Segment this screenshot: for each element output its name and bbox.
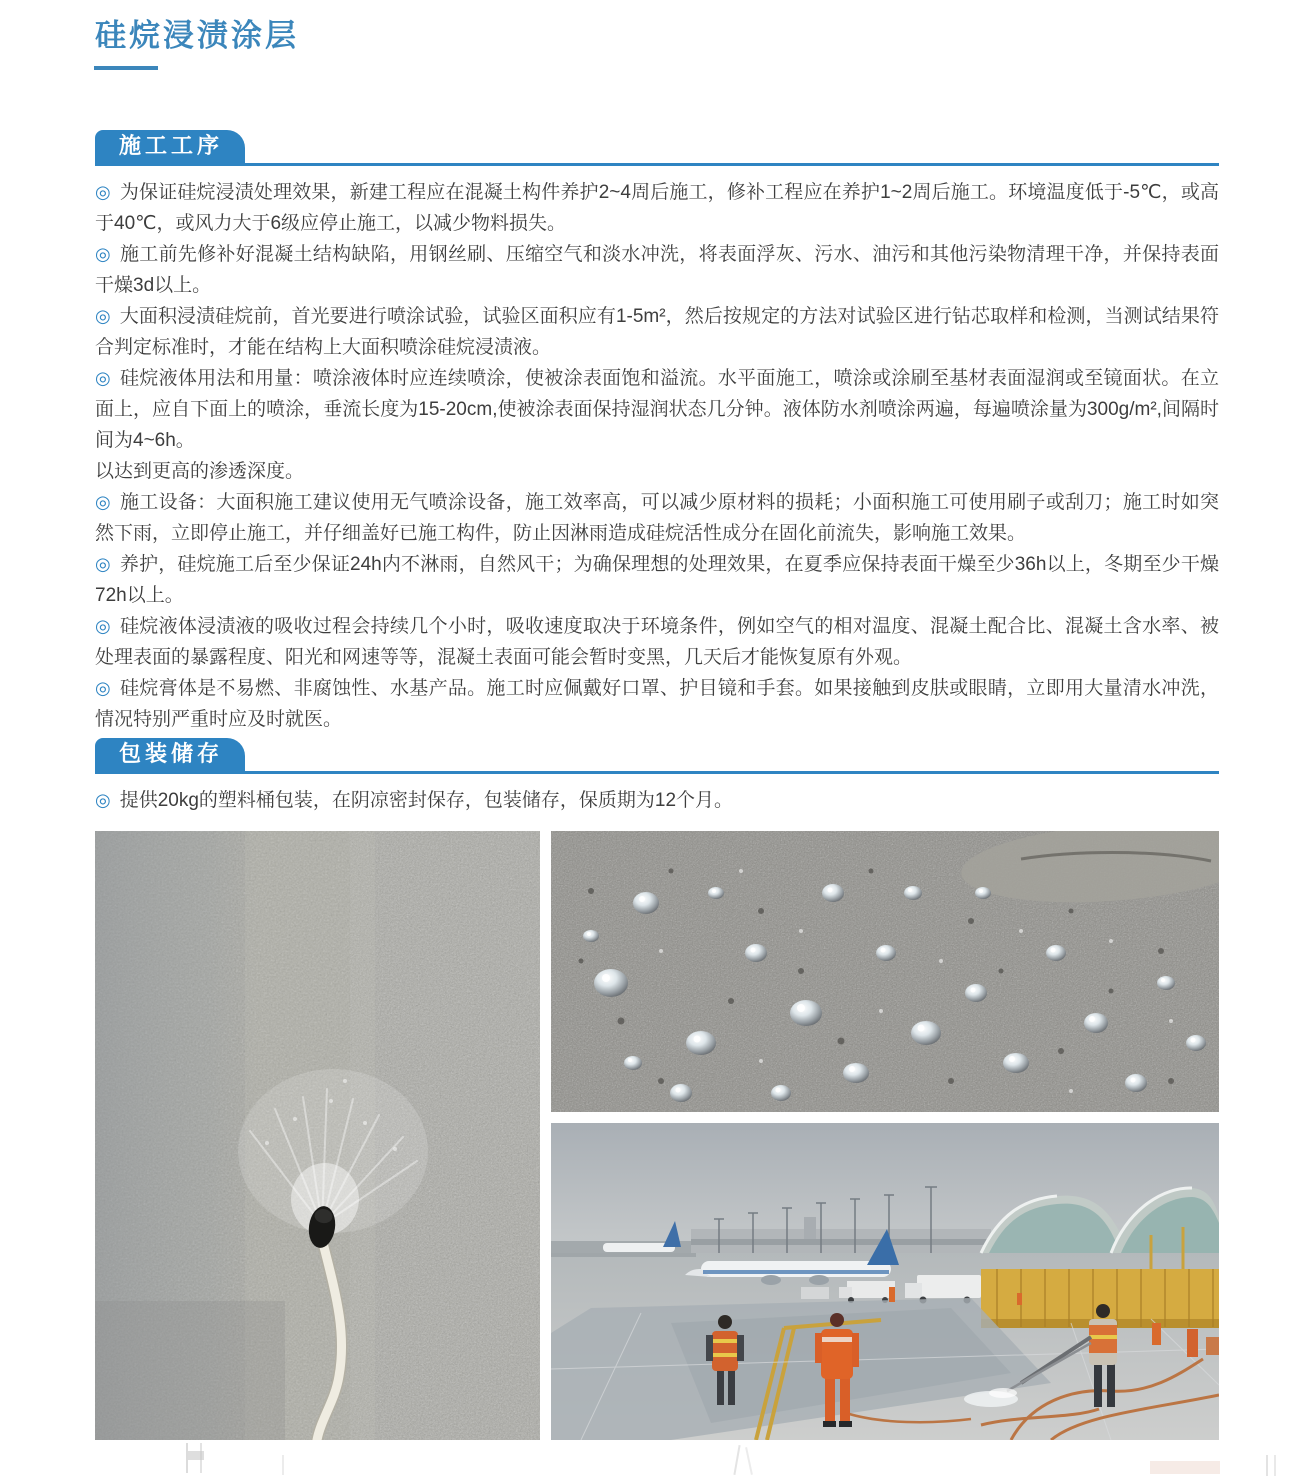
list-item xyxy=(95,785,1219,816)
page-bottom-ghosting xyxy=(0,1441,1290,1476)
photo-grid xyxy=(95,831,1219,1440)
control-tower xyxy=(804,1217,816,1239)
bullet-icon: ◎ xyxy=(95,554,111,574)
airport-apron-silane-application-photo xyxy=(551,1123,1219,1440)
list-item-text: 以达到更高的渗透深度。 xyxy=(95,461,305,482)
list-item-text: 施工设备：大面积施工建议使用无气喷涂设备，施工效率高，可以减少原材料的损耗；小面积施工可使用刷子或刮刀；施工时如突然下雨，立即停止施工，并仔细盖好已施工构件，防止因淋雨造成硅烷活性成分在固化前流失，影响施工效果。 xyxy=(95,492,1219,544)
list-item-text: 施工前先修补好混凝土结构缺陷，用钢丝刷、压缩空气和淡水冲洗，将表面浮灰、污水、油污和其他污染物清理干净，并保持表面干燥3d以上。 xyxy=(95,244,1219,296)
section-construction-procedure xyxy=(95,130,1219,735)
list-item-text: 养护，硅烷施工后至少保证24h内不淋雨，自然风干；为确保理想的处理效果，在夏季应保持表面干燥至少36h以上，冬期至少干燥72h以上。 xyxy=(95,554,1219,606)
section-body xyxy=(95,177,1219,735)
list-item xyxy=(95,611,1219,673)
bullet-icon: ◎ xyxy=(95,678,111,698)
section-rule xyxy=(95,771,1219,774)
section-body xyxy=(95,785,1219,816)
list-item-text: 硅烷膏体是不易燃、非腐蚀性、水基产品。施工时应佩戴好口罩、护目镜和手套。如果接触到皮肤或眼睛，立即用大量清水冲洗，情况特别严重时应及时就医。 xyxy=(95,678,1219,730)
section-heading-tab: 包装储存 xyxy=(95,738,245,771)
list-item xyxy=(95,301,1219,363)
bullet-icon: ◎ xyxy=(95,790,111,810)
bullet-icon: ◎ xyxy=(95,368,111,388)
list-item-text: 为保证硅烷浸渍处理效果，新建工程应在混凝土构件养护2~4周后施工，修补工程应在养护1~2周后施工。环境温度低于-5℃，或高于40℃，或风力大于6级应停止施工，以减少物料损失。 xyxy=(95,182,1219,234)
list-item-continuation xyxy=(95,456,1219,487)
list-item-text: 硅烷液体用法和用量：喷涂液体时应连续喷涂，使被涂表面饱和溢流。水平面施工，喷涂或涂刷至基材表面湿润或至镜面状。在立面上，应自下面上的喷涂，垂流长度为15-20cm,使被涂表面保持湿润状态几分钟。液体防水剂喷涂两遍，每遍喷涂量为300g/m²,间隔时间为4~6h。 xyxy=(95,368,1219,451)
list-item xyxy=(95,487,1219,549)
list-item xyxy=(95,177,1219,239)
list-item-text: 提供20kg的塑料桶包装，在阴凉密封保存，包装储存，保质期为12个月。 xyxy=(119,790,734,811)
bullet-icon: ◎ xyxy=(95,306,111,326)
section-heading-tab: 施工工序 xyxy=(95,130,245,163)
section-packaging-storage xyxy=(95,738,1219,816)
title-underline xyxy=(94,66,158,70)
section-rule xyxy=(95,163,1219,166)
list-item xyxy=(95,363,1219,456)
bullet-icon: ◎ xyxy=(95,616,111,636)
bullet-icon: ◎ xyxy=(95,182,111,202)
water-beading-on-concrete-photo xyxy=(551,831,1219,1112)
list-item xyxy=(95,239,1219,301)
bullet-icon: ◎ xyxy=(95,492,111,512)
list-item-text: 硅烷液体浸渍液的吸收过程会持续几个小时，吸收速度取决于环境条件，例如空气的相对温度、混凝土配合比、混凝土含水率、被处理表面的暴露程度、阳光和网速等等，混凝土表面可能会暂时变黑，几天后才能恢复原有外观。 xyxy=(95,616,1219,668)
list-item xyxy=(95,549,1219,611)
page-title: 硅烷浸渍涂层 xyxy=(95,18,299,53)
list-item xyxy=(95,673,1219,735)
list-item-text: 大面积浸渍硅烷前，首光要进行喷涂试验，试验区面积应有1-5m²，然后按规定的方法对试验区进行钻芯取样和检测，当测试结果符合判定标准时，才能在结构上大面积喷涂硅烷浸渍液。 xyxy=(95,306,1219,358)
silane-spray-on-concrete-wall-photo xyxy=(95,831,540,1440)
bullet-icon: ◎ xyxy=(95,244,111,264)
